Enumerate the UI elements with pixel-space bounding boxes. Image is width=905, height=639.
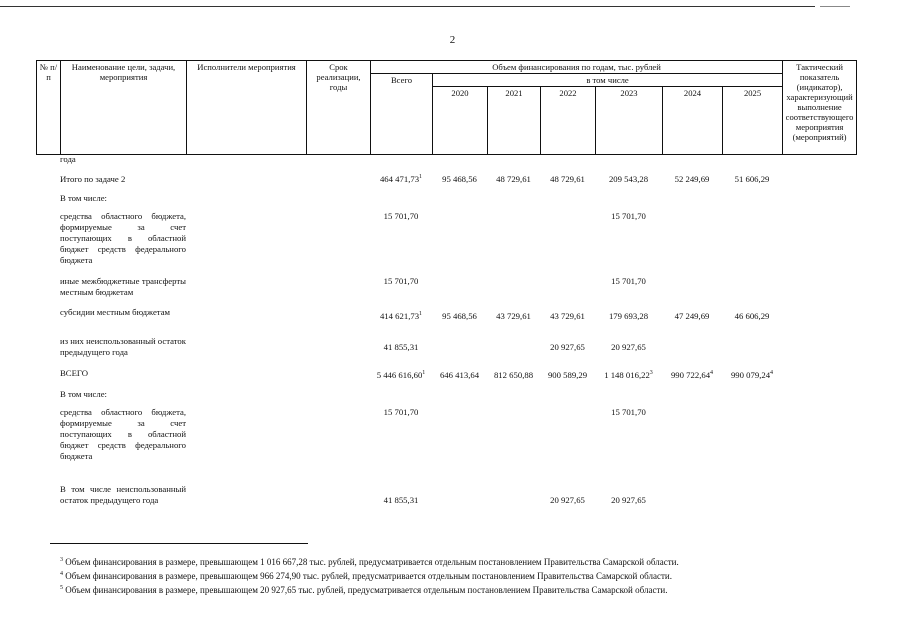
col-header-year: 2022 [541,87,596,155]
col-header-year: 2021 [488,87,541,155]
value-2022: 900 589,29 [547,370,588,380]
top-dash [820,6,850,7]
value-2021: 48 729,61 [496,174,531,184]
col-header-year: 2025 [723,87,783,155]
value-total: 15 701,70 [383,211,419,221]
col-header-name: Наименование цели, задачи, мероприятия [61,61,187,155]
row-label: Итого по задаче 2 [60,174,126,184]
value-total: 15 701,70 [383,407,419,417]
page-number: 2 [449,34,456,46]
value-2023: 15 701,70 [611,407,646,417]
col-header-executors: Исполнители мероприятия [187,61,307,155]
value-2020: 95 468,56 [442,174,477,184]
col-header-year: 2023 [596,87,663,155]
value-2022: 48 729,61 [550,174,585,184]
value-2022: 20 927,65 [550,495,585,505]
value-2023: 20 927,65 [611,342,646,352]
row-label: года [60,154,76,164]
top-border-line [0,6,815,7]
value-total: 41 855,31 [383,342,419,352]
footnote-separator [50,543,308,544]
value-2023: 1 148 016,22$^3$ [604,370,653,380]
footnote: $^5$ Объем финансирования в размере, превышающем 20 927,65 тыс. рублей, предусматривается отдельным постановлением Правительства Самарской области. [60,585,668,595]
row-label: ВСЕГО [60,368,88,378]
value-2020: 646 413,64 [439,370,480,380]
value-2023: 15 701,70 [611,276,646,286]
value-2023: 15 701,70 [611,211,646,221]
row-label: средства областного бюджета, формируемые за счет поступающих в областной бюджет средств федерального бюджета [60,211,186,265]
row-label: В том числе: [60,193,107,203]
value-2021: 43 729,61 [496,311,531,321]
row-label: субсидии местным бюджетам [60,307,171,317]
value-2023: 20 927,65 [611,495,646,505]
footnote: $^4$ Объем финансирования в размере, превышающем 966 274,90 тыс. рублей, предусматривается отдельным постановлением Правительства Самарской области. [60,571,672,581]
value-total: 5 446 616,60$^1$ [376,370,426,380]
value-total: 15 701,70 [383,276,419,286]
value-2022: 43 729,61 [550,311,585,321]
value-2025: 990 079,24$^4$ [730,370,774,380]
footnote: $^3$ Объем финансирования в размере, превышающем 1 016 667,28 тыс. рублей, предусматривается отдельным постановлением Правительства Самарской области. [60,557,679,567]
row-label: В том числе неиспользованный остаток предыдущего года [60,484,186,505]
value-2022: 20 927,65 [550,342,585,352]
col-header-total: Всего [371,74,433,155]
row-label: из них неиспользованный остаток предыдущего года [60,336,186,357]
row-label: средства областного бюджета, формируемые за счет поступающих в областной бюджет средств федерального бюджета [60,407,186,461]
value-2020: 95 468,56 [442,311,477,321]
value-total: 464 471,73$^1$ [379,174,423,184]
col-header-funding: Объем финансирования по годам, тыс. рублей [371,61,783,74]
value-2024: 52 249,69 [674,174,710,184]
col-header-year: 2024 [663,87,723,155]
col-header-no: № п/п [37,61,61,155]
table-header [36,60,857,155]
value-2021: 812 650,88 [493,370,534,380]
value-total: 414 621,73$^1$ [379,311,423,321]
row-label: В том числе: [60,389,107,399]
col-header-including: в том числе [433,74,783,87]
value-2023: 179 693,28 [608,311,649,321]
value-2024: 47 249,69 [674,311,710,321]
value-2024: 990 722,64$^4$ [670,370,714,380]
row-label: иные межбюджетные трансферты местным бюджетам [60,276,186,297]
value-2025: 46 606,29 [734,311,770,321]
col-header-term: Срок реализации, годы [307,61,371,155]
value-2023: 209 543,28 [608,174,649,184]
value-2025: 51 606,29 [734,174,770,184]
col-header-year: 2020 [433,87,488,155]
col-header-indicator: Тактический показатель (индикатор), характеризующий выполнение соответствующего мероприятия (мероприятий) [783,61,857,155]
value-total: 41 855,31 [383,495,419,505]
